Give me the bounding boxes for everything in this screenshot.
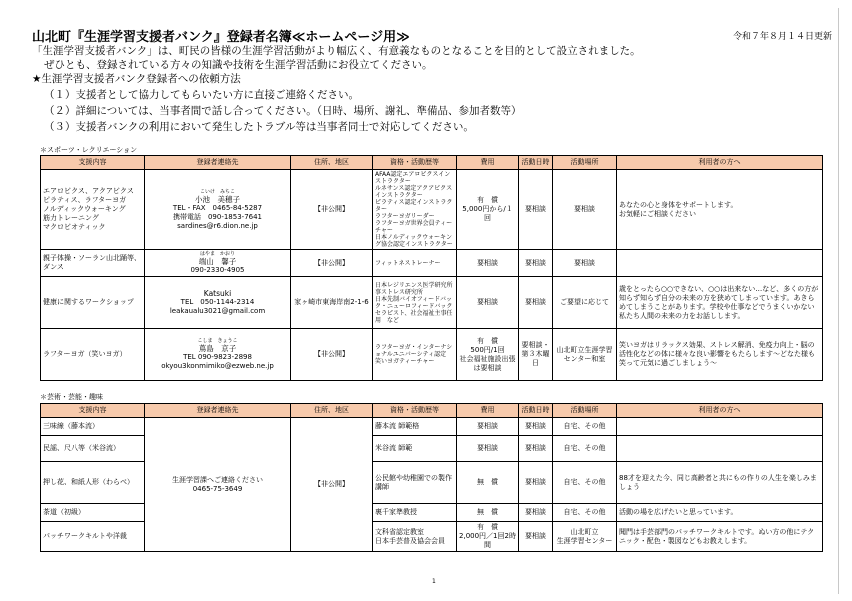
page-number: 1 (432, 578, 436, 585)
shared-contact: 生涯学習課へご連絡ください 0465-75-3649 (145, 418, 291, 552)
activity-place: 要相談 (553, 250, 617, 277)
column-header-contact: 登録者連絡先 (145, 404, 291, 418)
support-content: 健康に関するワークショップ (41, 277, 145, 329)
sports-header-row (41, 156, 823, 170)
activity-time: 要相談 (519, 418, 553, 436)
arts-header-row (41, 404, 823, 418)
section-label-sports: ＊スポーツ・レクリエーション (40, 146, 138, 154)
contact-details: TEL・FAX 0465-84-5287 携帯電話 090-1853-7641 sardines@r6.dion.ne.jp (172, 203, 263, 230)
activity-place: 要相談 (553, 170, 617, 250)
contact-cell (145, 250, 291, 277)
note-to-users: あなたの心と身体をサポートします。 お気軽にご相談ください (617, 170, 823, 250)
activity-time: 要相談 (519, 462, 553, 504)
registrant-name: 小池 美穂子 (195, 194, 240, 204)
name-reading: こしま きょうこ (197, 338, 238, 344)
qualification: 文科省認定教室 日本手芸普及協会会員 (373, 522, 457, 552)
intro-line-2: ぜひとも、登録されている方々の知識や技術を生涯学習活動にお役立てください。 (44, 59, 433, 71)
table-row (41, 170, 823, 250)
table-row (41, 329, 823, 381)
activity-place: ご要望に応じて (553, 277, 617, 329)
note-to-users: 聞門は手芸部門のパッチワークキルトです。ぬい方の他にテクニック・配色・製図などもお教えします。 (617, 522, 823, 552)
note-to-users: 歳をとったら○○できない、○○は出来ない…など、多くの方が知らず知らず自分の未来の方を狭めてしまっています。あきらめてしまうことがあります。学校や仕事などでうまくいかない私たち人間の未来の力をお話しします。 (617, 277, 823, 329)
intro-step-1: （１）支援者として協力してもらいたい方に直接ご連絡ください。 (44, 89, 359, 101)
fee: 有 償 5,000円から/１回 (457, 170, 519, 250)
address: 【非公開】 (291, 250, 373, 277)
contact-details: TEL 090-9823-2898 okyou3konmimiko@ezweb.ne.jp (161, 353, 274, 370)
activity-place: 山北町立 生涯学習センター (553, 522, 617, 552)
intro-step-3: （３）支援者バンクの利用において発生したトラブル等は当事者同士で対応してください。 (44, 121, 474, 133)
intro-step-2: （２）詳細については、当事者間で話し合ってください。（日時、場所、謝礼、準備品、参加者数等） (44, 105, 522, 117)
column-header-qualification: 資格・活動歴等 (373, 404, 457, 418)
qualification: フィットネストレーナー (373, 250, 457, 277)
column-header-qualification: 資格・活動歴等 (373, 156, 457, 170)
fee: 無 償 (457, 504, 519, 522)
note-to-users: 88才を迎えた今、同じ高齢者と共にもの作りの人生を楽しみましょう (617, 462, 823, 504)
qualification: 公民館や幼稚園での製作講師 (373, 462, 457, 504)
column-header-address: 住所、地区 (291, 156, 373, 170)
activity-time: 要相談・第３木曜日 (519, 329, 553, 381)
support-content: 茶道（初級） (41, 504, 145, 522)
qualification: 米谷流 師範 (373, 436, 457, 462)
column-header-activity-time: 活動日時 (519, 404, 553, 418)
address: 【非公開】 (291, 170, 373, 250)
note-to-users (617, 250, 823, 277)
column-header-fee: 費用 (457, 156, 519, 170)
fee: 要相談 (457, 436, 519, 462)
column-header-content: 支援内容 (41, 156, 145, 170)
shared-address: 【非公開】 (291, 418, 373, 552)
support-content: パッチワークキルトや洋裁 (41, 522, 145, 552)
column-header-content: 支援内容 (41, 404, 145, 418)
column-header-activity-place: 活動場所 (553, 404, 617, 418)
qualification: 裏千家準教授 (373, 504, 457, 522)
page-title: 山北町『生涯学習支援者バンク』登録者名簿≪ホームページ用≫ (32, 30, 410, 45)
support-content: 民謡、尺八等（米谷流） (41, 436, 145, 462)
header (32, 26, 832, 44)
support-content: 押し花、和紙人形（わらべ） (41, 462, 145, 504)
qualification: AFAA認定エアロビクスインストラクター ルネサンス認定アクアビクスインストラクター ピラティス認定インストラクター ラフターヨガリーダー ラフターヨガ世界会員ティーチャー 日本ノルディックウォーキング協会認定インストラクター (373, 170, 457, 250)
activity-time: 要相談 (519, 436, 553, 462)
note-to-users (617, 418, 823, 436)
registrant-name: 端山 馨子 (198, 257, 237, 266)
fee: 無 償 (457, 462, 519, 504)
address: 【非公開】 (291, 329, 373, 381)
contact-cell (145, 277, 291, 329)
column-header-activity-place: 活動場所 (553, 156, 617, 170)
activity-place: 自宅、その他 (553, 462, 617, 504)
activity-place: 自宅、その他 (553, 504, 617, 522)
contact-cell (145, 170, 291, 250)
support-content: エアロビクス、アクアビクス ピラティス、ラフターヨガ ノルディックウォーキング 筋力トレーニング マクロビオティック (41, 170, 145, 250)
activity-time: 要相談 (519, 522, 553, 552)
activity-time: 要相談 (519, 170, 553, 250)
fee: 要相談 (457, 418, 519, 436)
column-header-fee: 費用 (457, 404, 519, 418)
note-to-users: 活動の場を広げたいと思っています。 (617, 504, 823, 522)
activity-place: 山北町立生涯学習センター和室 (553, 329, 617, 381)
note-to-users (617, 436, 823, 462)
fee: 有 償 2,000円／1回2時間 (457, 522, 519, 552)
fee: 要相談 (457, 250, 519, 277)
activity-place: 自宅、その他 (553, 436, 617, 462)
registrant-name: Katsuki (203, 289, 232, 298)
intro-heading: ★生涯学習支援者バンク登録者への依頼方法 (32, 73, 241, 85)
table-row (41, 250, 823, 277)
qualification: 日本レジリエンス医学研究所事ストレス研究所 日本先制バイオフィードバック・ニューロフィードバックセラピスト、社会福祉主事任用 など (373, 277, 457, 329)
intro-line-1: 「生涯学習支援者バンク」は、町民の皆様の生涯学習活動がより幅広く、有意義なものとなることを目的として設立されました。 (32, 45, 641, 57)
column-header-contact: 登録者連絡先 (145, 156, 291, 170)
fee: 要相談 (457, 277, 519, 329)
contact-details: 090-2330-4905 (190, 266, 245, 274)
support-content: 親子体操・ソーラン山北踊等、ダンス (41, 250, 145, 277)
address: 家ヶ崎市東海岸南2-1-6 (291, 277, 373, 329)
name-reading: はやま かおり (199, 251, 235, 257)
activity-time: 要相談 (519, 250, 553, 277)
note-to-users: 笑いヨガはリラックス効果、ストレス解消、免疫力向上・脳の活性化などの体に様々な良い影響をもたらします～どなた様も笑って元気に過ごしましょう～ (617, 329, 823, 381)
contact-cell (145, 329, 291, 381)
fee: 有 償 500円/1回 社会福祉施設出張は要相談 (457, 329, 519, 381)
sports-table (40, 155, 823, 381)
qualification: 藤本流 師範格 (373, 418, 457, 436)
contact-details: TEL 050-1144-2314 leakaualu3021@gmail.com (169, 298, 266, 315)
registrant-name: 蔦島 京子 (198, 344, 237, 353)
update-date: 令和７年８月１４日更新 (732, 32, 832, 42)
column-header-activity-time: 活動日時 (519, 156, 553, 170)
arts-table (40, 403, 823, 552)
activity-time: 要相談 (519, 277, 553, 329)
support-content: ラフターヨガ（笑いヨガ） (41, 329, 145, 381)
section-label-arts: ＊芸術・芸能・趣味 (40, 393, 103, 401)
name-reading: こいけ みちこ (199, 188, 235, 195)
activity-time: 要相談 (519, 504, 553, 522)
table-row (41, 277, 823, 329)
support-content: 三味線（藤本流） (41, 418, 145, 436)
column-header-address: 住所、地区 (291, 404, 373, 418)
column-header-note: 利用者の方へ (617, 156, 823, 170)
qualification: ラフターヨガ・インターナショナルユニバーシティ認定 笑いヨガティーチャー (373, 329, 457, 381)
table-row (41, 418, 823, 436)
column-header-note: 利用者の方へ (617, 404, 823, 418)
activity-place: 自宅、その他 (553, 418, 617, 436)
